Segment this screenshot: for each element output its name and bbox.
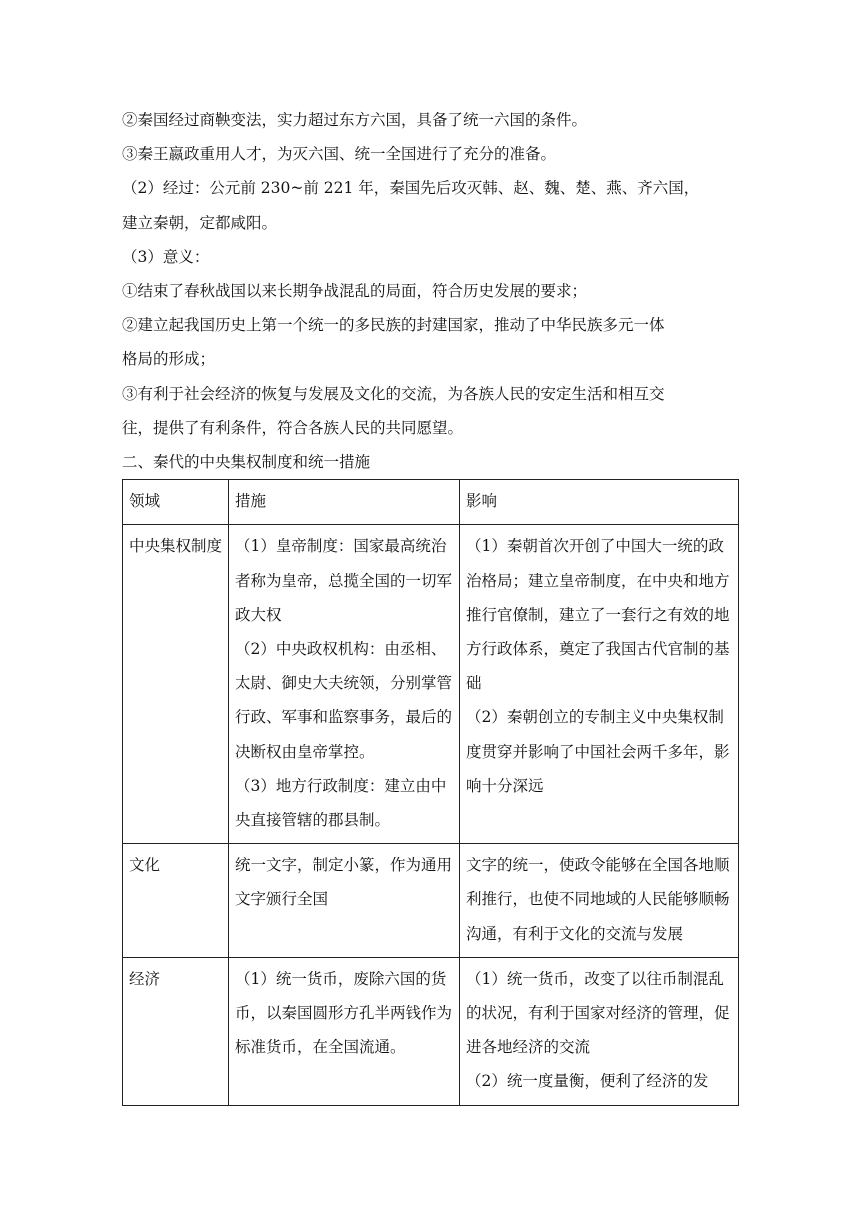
field-cell bbox=[123, 525, 229, 844]
table-row bbox=[123, 957, 739, 1105]
text-line: 往，提供了有利条件，符合各族人民的共同愿望。 bbox=[122, 418, 464, 437]
text-line: ①结束了春秋战国以来长期争战混乱的局面，符合历史发展的要求； bbox=[122, 282, 588, 301]
measure-item: （1）皇帝制度：国家最高统治者称为皇帝，总揽全国的一切军政大权 bbox=[235, 537, 453, 624]
impact-cell bbox=[460, 844, 739, 958]
impact-cell bbox=[460, 525, 739, 844]
measures-cell bbox=[229, 844, 460, 958]
impact-item: （2）统一度量衡，便利了经济的发 bbox=[466, 1072, 709, 1091]
intro-text bbox=[122, 103, 738, 479]
table-header-row bbox=[123, 480, 739, 525]
table-row bbox=[123, 844, 739, 958]
text-line: 格局的形成； bbox=[122, 350, 216, 369]
field-label: 文化 bbox=[129, 856, 161, 875]
text-line: 建立秦朝，定都咸阳。 bbox=[122, 213, 278, 232]
field-label: 经济 bbox=[129, 969, 161, 988]
impact-cell bbox=[460, 957, 739, 1105]
impact-item: （1）秦朝首次开创了中国大一统的政治格局；建立皇帝制度，在中央和地方推行官僚制，建立了一套行之有效的地方行政体系，奠定了我国古代官制的基础 bbox=[466, 537, 730, 693]
header-measures: 措施 bbox=[229, 480, 460, 525]
text-line: （3）意义： bbox=[122, 247, 210, 266]
document-page bbox=[122, 103, 738, 1106]
header-field: 领域 bbox=[123, 480, 229, 525]
measures-cell bbox=[229, 957, 460, 1105]
measures-table bbox=[122, 479, 739, 1105]
text-line: ③有利于社会经济的恢复与发展及文化的交流，为各族人民的安定生活和相互交 bbox=[122, 384, 665, 403]
measure-item: （3）地方行政制度：建立由中央直接管辖的郡县制。 bbox=[235, 776, 447, 830]
field-cell bbox=[123, 957, 229, 1105]
field-cell bbox=[123, 844, 229, 958]
section-heading: 二、秦代的中央集权制度和统一措施 bbox=[122, 453, 371, 472]
table-row bbox=[123, 525, 739, 844]
impact-item: （2）秦朝创立的专制主义中央集权制度贯穿并影响了中国社会两千多年，影响十分深远 bbox=[466, 708, 730, 795]
measure-item: （2）中央政权机构：由丞相、太尉、御史大夫统领，分别掌管行政、军事和监察事务，最后的决断权由皇帝掌控。 bbox=[235, 640, 453, 761]
header-impact: 影响 bbox=[460, 480, 739, 525]
text-line: （2）经过：公元前 230~前 221 年，秦国先后攻灭韩、赵、魏、楚、燕、齐六国， bbox=[122, 179, 700, 198]
field-label: 中央集权制度 bbox=[129, 537, 223, 556]
measures-cell bbox=[229, 525, 460, 844]
impact-item: （1）统一货币，改变了以往币制混乱的状况，有利于国家对经济的管理，促进各地经济的交流 bbox=[466, 969, 730, 1057]
measure-item: 统一文字，制定小篆，作为通用文字颁行全国 bbox=[235, 856, 453, 909]
text-line: ②建立起我国历史上第一个统一的多民族的封建国家，推动了中华民族多元一体 bbox=[122, 316, 665, 335]
text-line: ③秦王嬴政重用人才，为灭六国、统一全国进行了充分的准备。 bbox=[122, 145, 557, 164]
impact-item: 文字的统一，使政令能够在全国各地顺利推行，也使不同地域的人民能够顺畅沟通，有利于文化的交流与发展 bbox=[466, 856, 730, 943]
text-line: ②秦国经过商鞅变法，实力超过东方六国，具备了统一六国的条件。 bbox=[122, 111, 588, 129]
measure-item: （1）统一货币，废除六国的货币，以秦国圆形方孔半两钱作为标准货币，在全国流通。 bbox=[235, 969, 453, 1057]
